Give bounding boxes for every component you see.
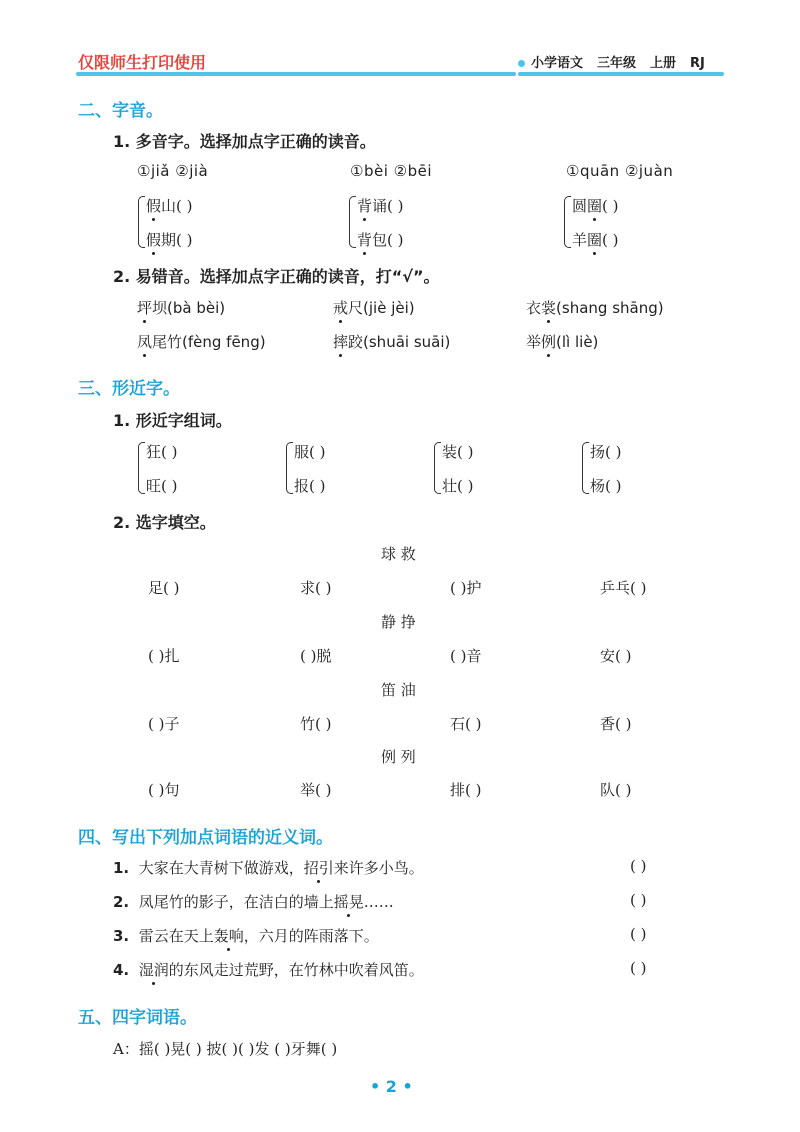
similar-char-blank: 杨( ) bbox=[590, 477, 622, 495]
header-volume: 上册 bbox=[650, 56, 677, 71]
fill-blank: 求( ) bbox=[300, 579, 332, 597]
brace bbox=[564, 196, 571, 248]
fill-blank: ( )扎 bbox=[148, 647, 180, 665]
header-info bbox=[518, 52, 705, 71]
choice-chars: 静 挣 bbox=[381, 613, 416, 631]
fill-blank: 石( ) bbox=[450, 715, 482, 733]
pinyin-options-1: ①jiǎ ②jià bbox=[137, 162, 209, 180]
similar-char-blank: 报( ) bbox=[294, 477, 326, 495]
question-1-title: 1. 多音字。选择加点字正确的读音。 bbox=[113, 132, 376, 151]
section-title-4: 四、写出下列加点词语的近义词。 bbox=[78, 828, 333, 848]
fill-blank: 竹( ) bbox=[300, 715, 332, 733]
brace bbox=[434, 442, 441, 494]
polyphone-item: 假期( ) bbox=[146, 231, 193, 249]
question-3-1-title: 1. 形近字组词。 bbox=[113, 411, 232, 430]
brace bbox=[286, 442, 293, 494]
answer-blank: ( ) bbox=[630, 925, 647, 943]
header-rule-left bbox=[76, 72, 516, 76]
polyphone-item: 背包( ) bbox=[357, 231, 404, 249]
fill-blank: ( )音 bbox=[450, 647, 482, 665]
header-grade: 三年级 bbox=[597, 56, 637, 71]
pronunciation-item: 凤尾竹(fèng fēng) bbox=[137, 333, 266, 351]
four-char-idioms: A：摇( )晃( ) 披( )( )发 ( )牙舞( ) bbox=[113, 1040, 338, 1058]
answer-blank: ( ) bbox=[630, 891, 647, 909]
pronunciation-item: 衣裳(shang shāng) bbox=[526, 299, 664, 317]
section-title-3: 三、形近字。 bbox=[78, 379, 180, 399]
answer-blank: ( ) bbox=[630, 857, 647, 875]
polyphone-item: 背诵( ) bbox=[357, 197, 404, 215]
choice-chars: 球 救 bbox=[381, 545, 416, 563]
pinyin-options-3: ①quān ②juàn bbox=[566, 162, 674, 180]
brace bbox=[138, 196, 145, 248]
bullet-icon bbox=[518, 60, 525, 67]
pinyin-options-2: ①bèi ②bēi bbox=[350, 162, 432, 180]
fill-blank: 香( ) bbox=[600, 715, 632, 733]
similar-char-blank: 服( ) bbox=[294, 443, 326, 461]
fill-blank: 安( ) bbox=[600, 647, 632, 665]
question-2-title: 2. 易错音。选择加点字正确的读音，打“√”。 bbox=[113, 267, 440, 286]
similar-char-blank: 狂( ) bbox=[146, 443, 178, 461]
fill-blank: 足( ) bbox=[148, 579, 180, 597]
answer-blank: ( ) bbox=[630, 959, 647, 977]
brace bbox=[582, 442, 589, 494]
section-title-5: 五、四字词语。 bbox=[78, 1008, 197, 1028]
fill-blank: ( )句 bbox=[148, 781, 180, 799]
synonym-question: 3. 雷云在天上轰响，六月的阵雨落下。 bbox=[113, 927, 379, 945]
similar-char-blank: 扬( ) bbox=[590, 443, 622, 461]
pronunciation-item: 坪坝(bà bèi) bbox=[137, 299, 226, 317]
similar-char-blank: 旺( ) bbox=[146, 477, 178, 495]
page-number: • 2 • bbox=[370, 1077, 413, 1096]
fill-blank: 乒乓( ) bbox=[600, 579, 647, 597]
similar-char-blank: 装( ) bbox=[442, 443, 474, 461]
synonym-question: 4. 湿润的东风走过荒野，在竹林中吹着风笛。 bbox=[113, 961, 424, 979]
synonym-question: 1. 大家在大青树下做游戏，招引来许多小鸟。 bbox=[113, 859, 424, 877]
fill-blank: 举( ) bbox=[300, 781, 332, 799]
similar-char-blank: 壮( ) bbox=[442, 477, 474, 495]
fill-blank: ( )护 bbox=[450, 579, 482, 597]
polyphone-item: 假山( ) bbox=[146, 197, 193, 215]
choice-chars: 例 列 bbox=[381, 748, 416, 766]
header-watermark: 仅限师生打印使用 bbox=[78, 53, 207, 72]
section-title-2: 二、字音。 bbox=[78, 101, 163, 121]
fill-blank: 队( ) bbox=[600, 781, 632, 799]
header-subject: 小学语文 bbox=[531, 56, 584, 71]
synonym-question: 2. 凤尾竹的影子，在洁白的墙上摇晃…… bbox=[113, 893, 394, 911]
header-edition: RJ bbox=[690, 56, 705, 71]
fill-blank: ( )子 bbox=[148, 715, 180, 733]
pronunciation-item: 举例(lì liè) bbox=[526, 333, 599, 351]
polyphone-item: 羊圈( ) bbox=[572, 231, 619, 249]
polyphone-item: 圆圈( ) bbox=[572, 197, 619, 215]
pronunciation-item: 摔跤(shuāi suāi) bbox=[333, 333, 451, 351]
brace bbox=[349, 196, 356, 248]
pronunciation-item: 戒尺(jiè jèi) bbox=[333, 299, 415, 317]
question-3-2-title: 2. 选字填空。 bbox=[113, 513, 216, 532]
fill-blank: ( )脱 bbox=[300, 647, 332, 665]
fill-blank: 排( ) bbox=[450, 781, 482, 799]
header-rule-right bbox=[518, 72, 724, 76]
choice-chars: 笛 油 bbox=[381, 681, 416, 699]
brace bbox=[138, 442, 145, 494]
